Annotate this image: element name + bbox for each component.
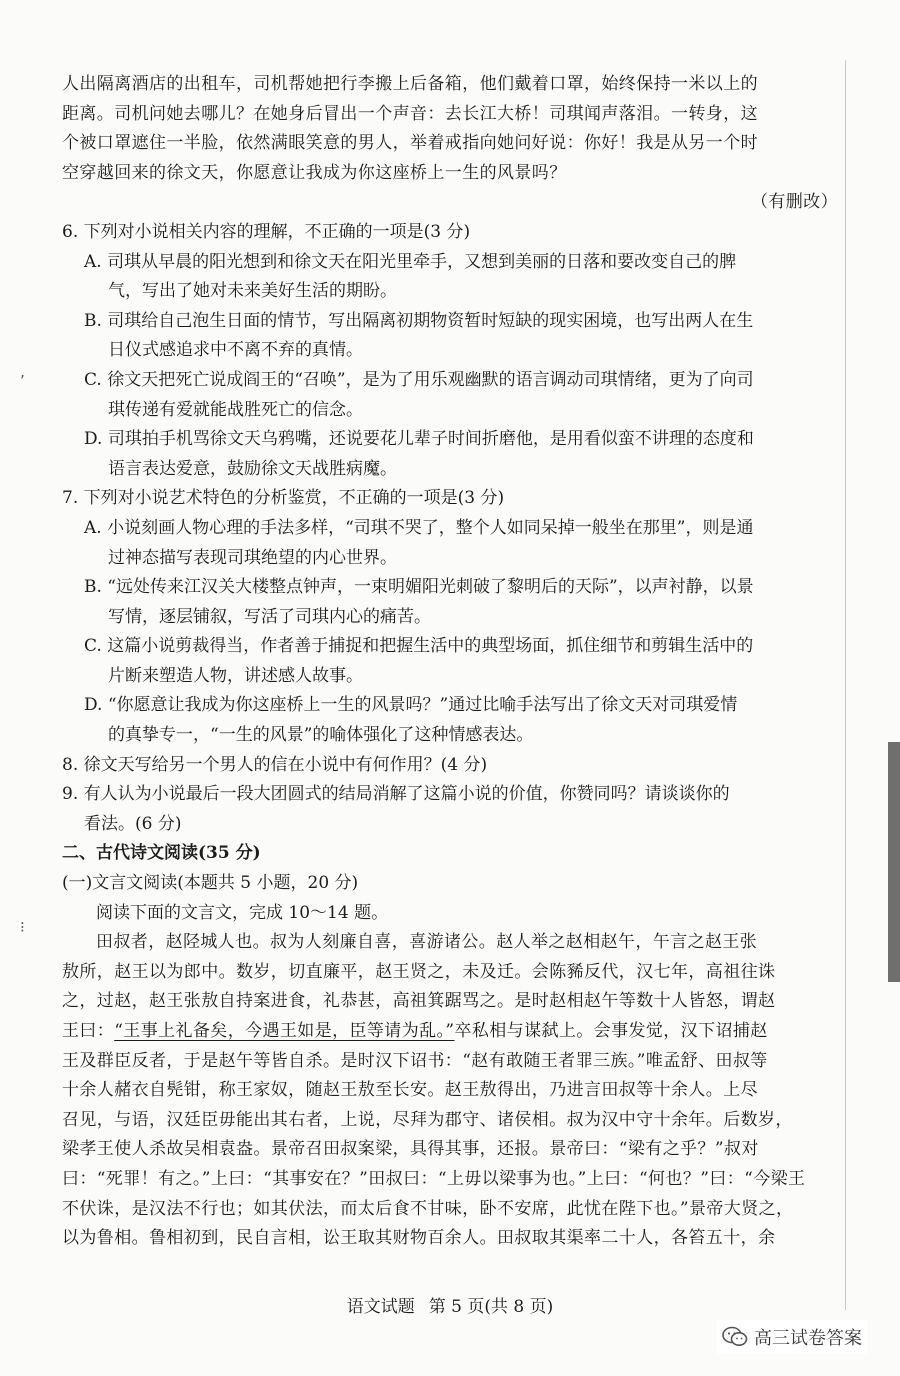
classical-line: [62, 1017, 838, 1047]
classical-line: 敖所，赵王以为郎中。数岁，切直廉平，赵王贤之，未及迁。会陈豨反代，汉七年，高祖往诛: [62, 961, 776, 982]
classical-line: 曰：“死罪！有之。”上曰：“其事安在？”田叔曰：“上毋以梁事为也。”上曰：“何也？”曰：“今梁王: [62, 1168, 806, 1189]
source-note: （有删改）: [751, 192, 838, 213]
underlined-sentence: “王事上礼备矣，今遇王如是，臣等请为乱。”: [114, 1021, 455, 1041]
classical-line: 不伏诛，是汉法不行也；如其伏法，而太后食不甘味，卧不安席，此忧在陛下也。”景帝大贤之，: [62, 1198, 794, 1219]
option-b: B. 司琪给自己泡生日面的情节，写出隔离初期物资暂时短缺的现实困境，也写出两人在生: [84, 310, 754, 331]
question-stem: 7. 下列对小说艺术特色的分析鉴赏，不正确的一项是(3 分): [62, 488, 505, 509]
side-tab-marker: [888, 742, 900, 982]
footer-subject: 语文试题: [346, 1297, 415, 1317]
footer-page-number: 第 5 页(共 8 页): [428, 1297, 554, 1317]
option-d: D. “你愿意让我成为你这座桥上一生的风景吗？”通过比喻手法写出了徐文天对司琪爱情: [84, 695, 738, 716]
classical-line-suffix: 卒私相与谋弑上。会事发觉，汉下诏捕赵: [454, 1021, 768, 1041]
classical-line: 之，过赵，赵王张敖自持案进食，礼恭甚，高祖箕踞骂之。是时赵相赵午等数十人皆怒，谓赵: [62, 991, 776, 1012]
page-footer: [0, 1292, 900, 1317]
question-8: 8. 徐文天写给另一个男人的信在小说中有何作用？(4 分): [62, 754, 488, 775]
classical-line: 召见，与语，汉廷臣毋能出其右者，上说，尽拜为郡守、诸侯相。叔为汉中守十余年。后数岁，: [62, 1109, 793, 1130]
option-b-cont: 写情，逐层铺叙，写活了司琪内心的痛苦。: [108, 606, 431, 627]
section-title: 二、古代诗文阅读(35 分): [62, 843, 261, 864]
watermark-text: 高三试卷答案: [754, 1328, 862, 1349]
scan-mark: ’: [20, 372, 25, 390]
option-d-cont: 语言表达爱意，鼓励徐文天战胜病魔。: [108, 458, 397, 479]
page-edge-line: [845, 60, 846, 1310]
classical-text: [62, 928, 838, 1254]
passage-tail: [62, 70, 838, 218]
passage-line: 空穿越回来的徐文天，你愿意让我成为你这座桥上一生的风景吗？: [62, 162, 567, 183]
option-c: C. 这篇小说剪裁得当，作者善于捕捉和把握生活中的典型场面，抓住细节和剪辑生活中的: [84, 636, 754, 657]
classical-line: 梁孝王使人杀故吴相袁盎。景帝召田叔案梁，具得其事，还报。景帝曰：“梁有之乎？”叔对: [62, 1139, 759, 1160]
option-a: A. 司琪从早晨的阳光想到和徐文天在阳光里牵手，又想到美丽的日落和要改变自己的脾: [84, 251, 737, 272]
classical-line-prefix: 王曰：: [62, 1021, 115, 1041]
reading-instruction: 阅读下面的文言文，完成 10～14 题。: [96, 902, 389, 923]
option-a-cont: 气，写出了她对未来美好生活的期盼。: [108, 281, 397, 302]
option-b-cont: 日仪式感追求中不离不弃的真情。: [108, 340, 363, 361]
option-b: B. “远处传来江汉关大楼整点钟声，一束明媚阳光刺破了黎明后的天际”，以声衬静，以景: [84, 577, 754, 598]
passage-line: 个被口罩遮住一半脸，依然满眼笑意的男人，举着戒指向她问好说：你好！我是从另一个时: [62, 133, 758, 154]
page-content: [62, 70, 838, 1254]
option-d-cont: 的真挚专一，“一生的风景”的喻体强化了这种情感表达。: [108, 725, 534, 746]
option-c: C. 徐文天把死亡说成阎王的“召唤”，是为了用乐观幽默的语言调动司琪情绪，更为了向司: [84, 369, 754, 390]
passage-line: 人出隔离酒店的出租车，司机帮她把行李搬上后备箱，他们戴着口罩，始终保持一米以上的: [62, 74, 758, 94]
question-9: 9. 有人认为小说最后一段大团圆式的结局消解了这篇小说的价值，你赞同吗？请谈谈你的: [62, 784, 730, 805]
classical-line: 王及群臣反者，于是赵午等皆自杀。是时汉下诏书：“赵有敢随王者罪三族。”唯孟舒、田叔等: [62, 1050, 768, 1071]
wechat-icon: [722, 1326, 748, 1348]
watermark: [716, 1320, 868, 1354]
option-a-cont: 过神态描写表现司琪绝望的内心世界。: [108, 547, 397, 568]
classical-line: 田叔者，赵陉城人也。叔为人刻廉自喜，喜游诸公。赵人举之赵相赵午，午言之赵王张: [96, 932, 758, 953]
subsection-title: (一)文言文阅读(本题共 5 小题，20 分): [62, 873, 359, 894]
classical-line: 十余人赭衣自髡钳，称王家奴，随赵王敖至长安。赵王敖得出，乃进言田叔等十余人。上尽: [62, 1080, 758, 1101]
question-9-cont: 看法。(6 分): [84, 813, 182, 834]
question-7: [62, 484, 838, 750]
option-a: A. 小说刻画人物心理的手法多样，“司琪不哭了，整个人如同呆掉一般坐在那里”，则是通: [84, 517, 754, 538]
passage-line: 距离。司机问她去哪儿？在她身后冒出一个声音：去长江大桥！司琪闻声落泪。一转身，这: [62, 103, 758, 124]
option-c-cont: 片断来塑造人物，讲述感人故事。: [108, 665, 363, 686]
question-6: [62, 218, 838, 484]
option-d: D. 司琪拍手机骂徐文天乌鸦嘴，还说要花儿辈子时间折磨他，是用看似蛮不讲理的态度和: [84, 429, 754, 450]
option-c-cont: 琪传递有爱就能战胜死亡的信念。: [108, 399, 363, 420]
scan-mark: ⁝: [20, 918, 25, 936]
classical-line: 以为鲁相。鲁相初到，民自言相，讼王取其财物百余人。田叔取其渠率二十人，各笞五十，余: [62, 1228, 776, 1249]
question-stem: 6. 下列对小说相关内容的理解，不正确的一项是(3 分): [62, 221, 471, 242]
